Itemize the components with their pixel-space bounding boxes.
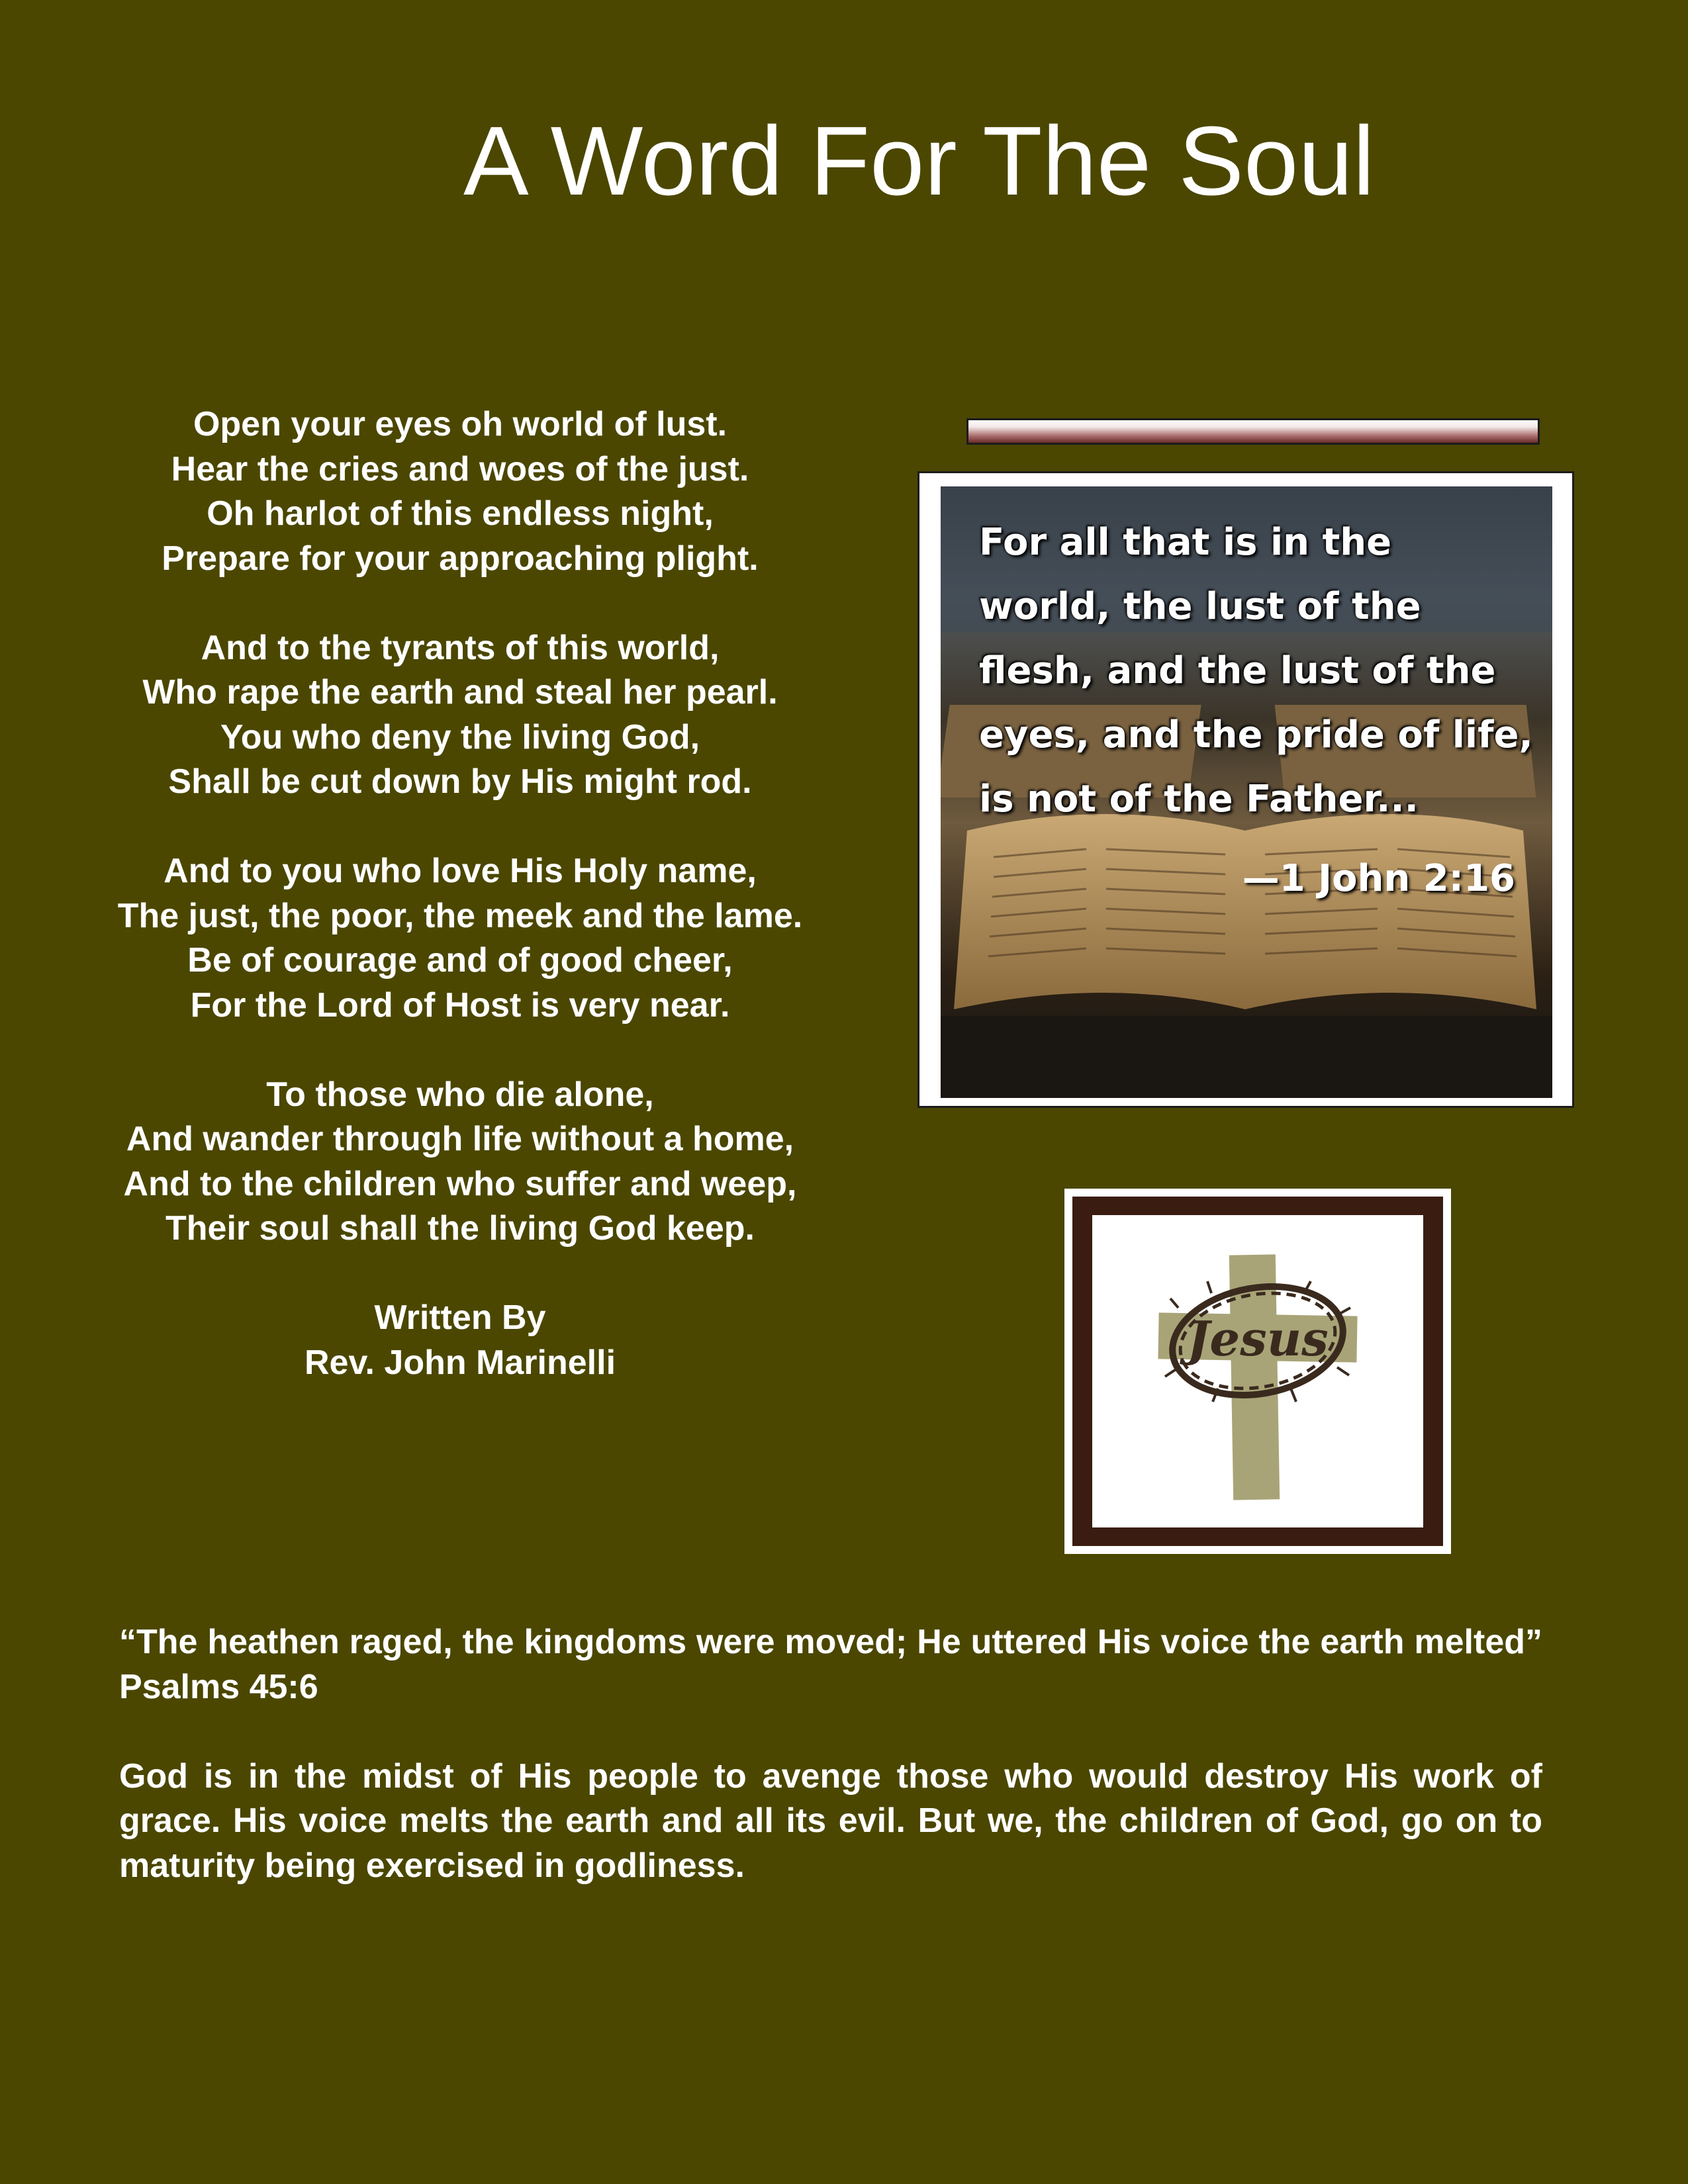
poem-line: And to the tyrants of this world, xyxy=(201,628,720,667)
verse-line: world, the lust of the xyxy=(979,585,1421,628)
poem-line: Be of courage and of good cheer, xyxy=(187,941,733,979)
verse-line: flesh, and the lust of the xyxy=(979,649,1496,692)
bible-verse-image-frame xyxy=(917,471,1574,1108)
byline-label: Written By xyxy=(374,1298,546,1337)
poem-stanza xyxy=(40,849,880,1028)
cross-word: Jesus xyxy=(1187,1310,1329,1367)
poem-line: Who rape the earth and steal her pearl. xyxy=(142,673,778,711)
scripture-section xyxy=(119,1620,1542,1933)
poem-line: Open your eyes oh world of lust. xyxy=(193,405,727,443)
poem-stanza xyxy=(40,1073,880,1251)
scripture-commentary: God is in the midst of His people to avenge those who would destroy His work of grace. His voice melts the earth and all its evil. But we, the children of God, go on to maturity being exercised in godliness. xyxy=(119,1756,1542,1885)
cross-image xyxy=(1092,1215,1423,1527)
cross-image-frame xyxy=(1064,1189,1451,1554)
poem-line: To those who die alone, xyxy=(266,1075,654,1114)
decorative-divider-bar xyxy=(966,418,1540,445)
poem-line: And wander through life without a home, xyxy=(126,1120,794,1158)
verse-line: eyes, and the pride of life, xyxy=(979,713,1533,756)
verse-text xyxy=(979,510,1535,831)
poem-line: The just, the poor, the meek and the lame. xyxy=(117,896,803,935)
scripture-quote: “The heathen raged, the kingdoms were moved; He uttered His voice the earth melted” Psalms 45:6 xyxy=(119,1623,1542,1706)
poem-line: Hear the cries and woes of the just. xyxy=(171,449,749,488)
poem-line: And to you who love His Holy name, xyxy=(164,852,757,890)
open-bible-image xyxy=(941,486,1552,1098)
poem-line: And to the children who suffer and weep, xyxy=(123,1164,797,1203)
poem-line: Their soul shall the living God keep. xyxy=(165,1209,755,1248)
verse-line: is not of the Father... xyxy=(979,778,1419,821)
poem xyxy=(40,402,880,1385)
poem-stanza xyxy=(40,626,880,805)
author-name: Rev. John Marinelli xyxy=(304,1343,616,1382)
verse-line: For all that is in the xyxy=(979,521,1392,564)
poem-line: Prepare for your approaching plight. xyxy=(162,539,759,578)
poem-line: Shall be cut down by His might rod. xyxy=(168,762,752,801)
verse-reference: —1 John 2:16 xyxy=(1242,857,1515,900)
cross-icon xyxy=(1092,1215,1423,1527)
page-title: A Word For The Soul xyxy=(463,107,1375,216)
poem-line: Oh harlot of this endless night, xyxy=(207,494,714,533)
poem-byline xyxy=(40,1296,880,1385)
poem-line: For the Lord of Host is very near. xyxy=(190,985,730,1024)
poem-stanza xyxy=(40,402,880,581)
cross-image-border xyxy=(1072,1197,1443,1546)
poem-line: You who deny the living God, xyxy=(220,717,700,756)
